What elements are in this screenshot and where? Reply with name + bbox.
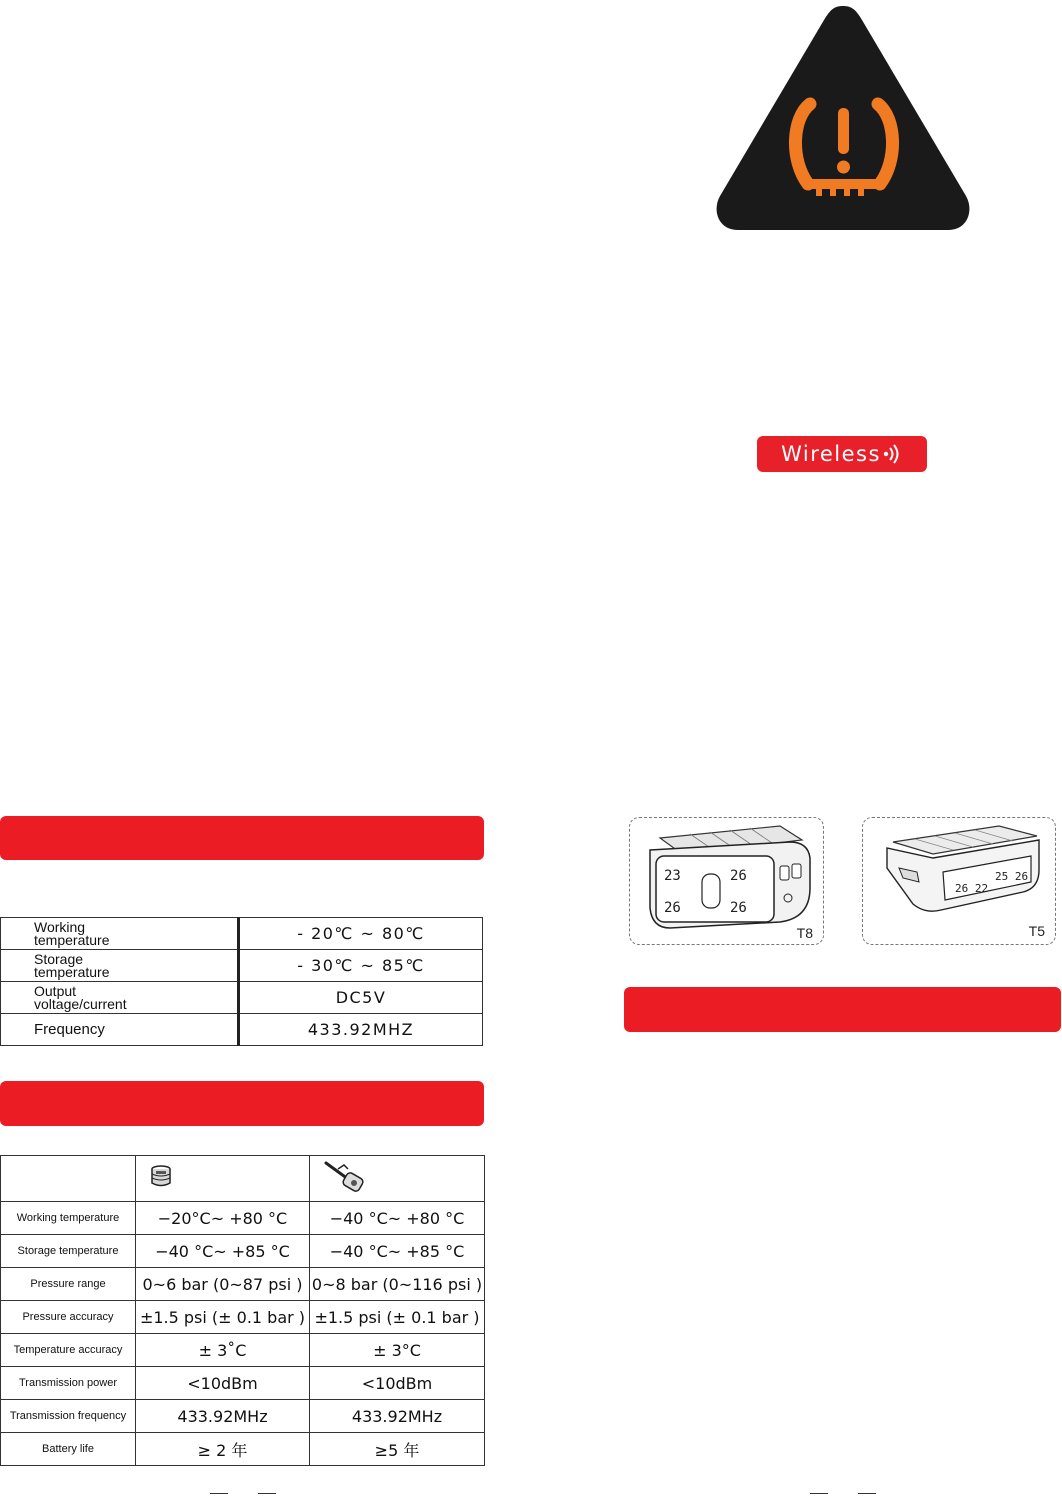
spec-value: ± 3°C <box>310 1334 485 1367</box>
spec-value: <10dBm <box>310 1367 485 1400</box>
sensor-spec-table <box>0 1155 485 1466</box>
spec-label: Pressure range <box>1 1268 136 1301</box>
spec-value: ≥5 年 <box>310 1433 485 1466</box>
tpms-warning-icon <box>712 0 974 236</box>
spec-label: Working temperature <box>1 1202 136 1235</box>
page-marker <box>210 1493 228 1494</box>
table-row <box>1 918 483 950</box>
page-marker <box>810 1493 828 1494</box>
external-sensor-header <box>136 1156 310 1202</box>
spec-label: Frequency <box>1 1014 239 1046</box>
product-card-t5 <box>862 817 1056 945</box>
svg-text:26 22: 26 22 <box>955 882 989 895</box>
product-model-label: T8 <box>796 925 813 941</box>
spec-label: Storage temperature <box>1 1235 136 1268</box>
svg-text:25 26: 25 26 <box>995 870 1029 883</box>
spec-value: - 30℃ ~ 85℃ <box>239 950 483 982</box>
spec-label: Working temperature <box>1 918 239 950</box>
spec-value: −40 °C~ +85 °C <box>136 1235 310 1268</box>
display-spec-table <box>0 917 483 1046</box>
table-row <box>1 1301 485 1334</box>
table-row <box>1 1400 485 1433</box>
wireless-badge <box>757 436 927 472</box>
spec-value: 433.92MHZ <box>239 1014 483 1046</box>
table-row <box>1 982 483 1014</box>
spec-label: Output voltage/current <box>1 982 239 1014</box>
spec-value: 0~8 bar (0~116 psi ) <box>310 1268 485 1301</box>
spec-label: Storage temperature <box>1 950 239 982</box>
spec-value: −40 °C~ +85 °C <box>310 1235 485 1268</box>
table-row <box>1 1014 483 1046</box>
spec-value: 0~6 bar (0~87 psi ) <box>136 1268 310 1301</box>
spec-label: Pressure accuracy <box>1 1301 136 1334</box>
svg-text:26: 26 <box>664 900 681 916</box>
svg-text:26: 26 <box>730 900 747 916</box>
spec-value: −40 °C~ +80 °C <box>310 1202 485 1235</box>
t5-monitor-image <box>863 818 1055 944</box>
table-row <box>1 1268 485 1301</box>
spec-value: 433.92MHz <box>136 1400 310 1433</box>
table-row <box>1 1367 485 1400</box>
spec-label: Transmission frequency <box>1 1400 136 1433</box>
spec-value: −20°C~ +80 °C <box>136 1202 310 1235</box>
table-row <box>1 1433 485 1466</box>
spec-value: 433.92MHz <box>310 1400 485 1433</box>
wireless-label: Wireless <box>781 442 881 466</box>
table-row <box>1 1235 485 1268</box>
page-marker <box>858 1493 876 1494</box>
spec-value: - 20℃ ~ 80℃ <box>239 918 483 950</box>
page-marker <box>258 1493 276 1494</box>
table-header-row <box>1 1156 485 1202</box>
product-card-t8 <box>629 817 824 945</box>
spec-label: Battery life <box>1 1433 136 1466</box>
spec-value: ± 3˚C <box>136 1334 310 1367</box>
table-row <box>1 950 483 982</box>
external-sensor-icon <box>148 1163 174 1189</box>
empty-header-cell <box>1 1156 136 1202</box>
internal-valve-sensor-icon <box>322 1159 366 1193</box>
table-row <box>1 1334 485 1367</box>
internal-sensor-header <box>310 1156 485 1202</box>
section-header-bar <box>0 1081 484 1126</box>
spec-value: <10dBm <box>136 1367 310 1400</box>
svg-text:26: 26 <box>730 868 747 884</box>
spec-value: ±1.5 psi (± 0.1 bar ) <box>310 1301 485 1334</box>
svg-text:23: 23 <box>664 868 681 884</box>
spec-value: DC5V <box>239 982 483 1014</box>
table-row <box>1 1202 485 1235</box>
product-model-label: T5 <box>1028 923 1045 939</box>
spec-label: Transmission power <box>1 1367 136 1400</box>
spec-label: Temperature accuracy <box>1 1334 136 1367</box>
section-header-bar <box>624 987 1061 1032</box>
section-header-bar <box>0 816 484 860</box>
t8-monitor-image <box>630 818 823 944</box>
spec-value: ±1.5 psi (± 0.1 bar ) <box>136 1301 310 1334</box>
wireless-signal-icon <box>883 442 903 466</box>
spec-value: ≥ 2 年 <box>136 1433 310 1466</box>
